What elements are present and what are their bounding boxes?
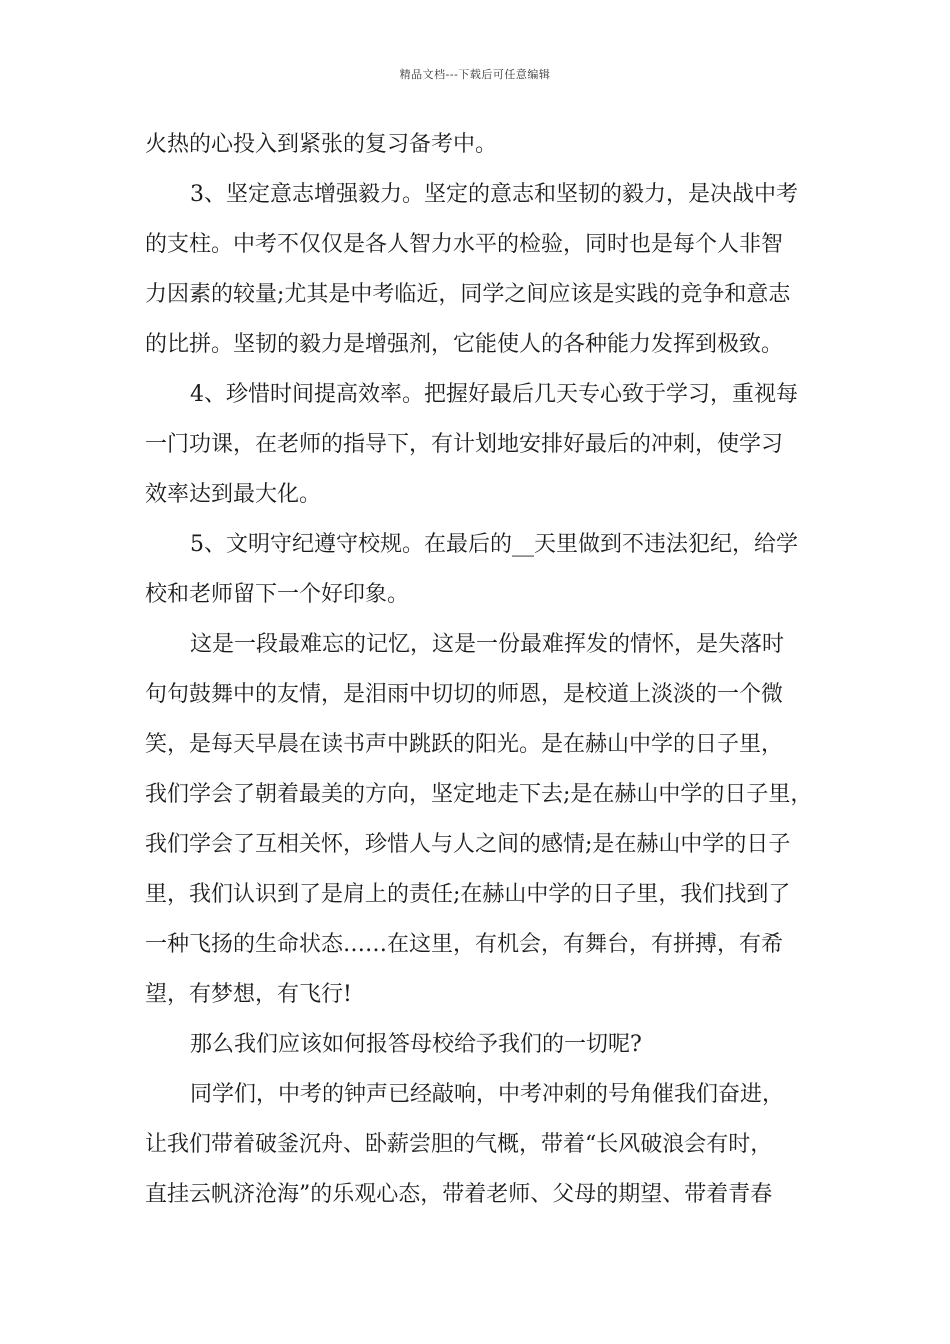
text-line: 效率达到最大化。 — [145, 482, 322, 507]
text-line: 我们学会了朝着最美的方向，坚定地走下去;是在赫山中学的日子里， — [145, 782, 813, 807]
text-line: 同学们，中考的钟声已经敲响，中考冲刺的号角催我们奋进， — [190, 1082, 785, 1107]
text-line: 望，有梦想，有飞行! — [145, 982, 352, 1007]
text-line: 笑，是每天早晨在读书声中跳跃的阳光。是在赫山中学的日子里， — [145, 732, 784, 757]
text-line: 这是一段最难忘的记忆，这是一份最难挥发的情怀，是失落时 — [190, 632, 785, 657]
text-line: 校和老师留下一个好印象。 — [145, 582, 410, 607]
text-line: 5、文明守纪遵守校规。在最后的__天里做到不违法犯纪，给学 — [190, 532, 798, 557]
text-line: 力因素的较量;尤其是中考临近，同学之间应该是实践的竞争和意志 — [145, 282, 791, 307]
text-line: 我们学会了互相关怀，珍惜人与人之间的感情;是在赫山中学的日子 — [145, 832, 791, 857]
text-line: 4、珍惜时间提高效率。把握好最后几天专心致于学习，重视每 — [190, 382, 798, 407]
text-line: 直挂云帆济沧海”的乐观心态，带着老师、父母的期望、带着青春 — [145, 1182, 773, 1207]
text-line: 的支柱。中考不仅仅是各人智力水平的检验，同时也是每个人非智 — [145, 232, 784, 257]
text-line: 那么我们应该如何报答母校给予我们的一切呢? — [190, 1032, 642, 1057]
text-line: 的比拼。坚韧的毅力是增强剂，它能使人的各种能力发挥到极致。 — [145, 332, 784, 357]
text-line: 火热的心投入到紧张的复习备考中。 — [145, 132, 498, 157]
text-line: 3、坚定意志增强毅力。坚定的意志和坚韧的毅力，是决战中考 — [190, 182, 798, 207]
text-line: 里，我们认识到了是肩上的责任;在赫山中学的日子里，我们找到了 — [145, 882, 791, 907]
text-line: 一门功课，在老师的指导下，有计划地安排好最后的冲刺，使学习 — [145, 432, 784, 457]
page-header: 精品文档---下载后可任意编辑 — [399, 68, 551, 81]
text-line: 一种飞扬的生命状态……在这里，有机会，有舞台，有拼搏，有希 — [145, 932, 784, 957]
text-line: 句句鼓舞中的友情，是泪雨中切切的师恩，是校道上淡淡的一个微 — [145, 682, 784, 707]
text-line: 让我们带着破釜沉舟、卧薪尝胆的气概，带着“长风破浪会有时， — [145, 1132, 773, 1157]
